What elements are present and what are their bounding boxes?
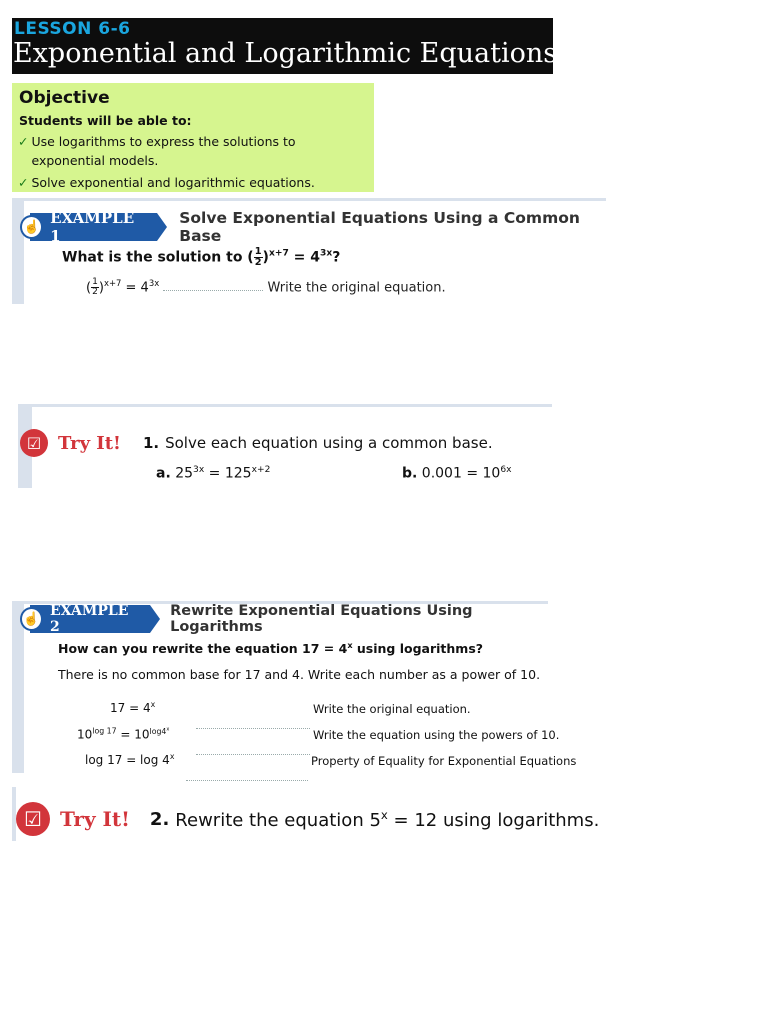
try-it-1-number: 1. [142, 434, 160, 452]
checkbox-icon: ☑ [16, 802, 50, 836]
try-it-1-part-b: b. $0.001 = 10^{6x}$ [402, 465, 512, 482]
example-1-badge: ☝ EXAMPLE 1 [30, 213, 157, 241]
lesson-title: Exponential and Logarithmic Equations [13, 38, 558, 69]
example-2-header [24, 601, 548, 637]
example-1-title: Solve Exponential Equations Using a Common Base [179, 209, 580, 245]
example-2-badge: ☝ EXAMPLE 2 [30, 605, 150, 633]
example-2 [12, 601, 577, 773]
objective-heading: Objective [19, 88, 110, 108]
example-2-question: How can you rewrite the equation $17 = 4^x$ using logarithms? [58, 640, 484, 657]
example-2-row-1-note: Write the original equation. [313, 702, 471, 716]
checkmark-icon: ✓ [18, 175, 29, 190]
try-it-1-prompt: Solve each equation using a common base. [165, 434, 493, 452]
checkbox-icon: ☑ [20, 429, 48, 457]
example-1-question: What is the solution to ( $\frac{1}{2}$ )$^{x+7} = 4^{3x}$? [62, 246, 341, 268]
example-2-intro: There is no common base for 17 and 4. Write each number as a power of 10. [58, 667, 541, 682]
objective-intro: Students will be able to: [19, 113, 192, 128]
example-2-row-1: $17 = 4^x$ [110, 700, 156, 715]
example-2-row-3-note: Property of Equality for Exponential Equations [311, 754, 577, 768]
objective-item: ✓ Use logarithms to express the solutions to exponential models. [18, 134, 296, 168]
try-it-2-number: 2. [149, 808, 170, 830]
lesson-number: LESSON 6-6 [14, 19, 131, 39]
example-1-header [24, 209, 606, 245]
try-it-2 [12, 787, 608, 841]
example-1-step: ( $\frac{1}{2}$ )$^{x+7} = 4^{3x}$ Write the original equation. [86, 277, 446, 298]
example-2-row-2-note: Write the equation using the powers of 10. [313, 728, 560, 742]
hand-pointer-icon: ☝ [20, 215, 43, 239]
try-it-2-prompt: Rewrite the equation $5^x = 12$ using logarithms. [175, 807, 600, 831]
example-1-step-note: Write the original equation. [267, 280, 446, 296]
example-2-row-2: $10^{log 17} = 10^{log4^x}$ [77, 726, 170, 742]
try-it-2-label: Try It! [60, 807, 130, 831]
example-2-row-3: log 17 = log 4$^x$ [85, 752, 175, 767]
example-1 [12, 198, 606, 304]
objective-box [12, 83, 374, 192]
try-it-1-part-a: a. $25^{3x} = 125^{x+2}$ [156, 465, 271, 482]
objective-item: ✓ Solve exponential and logarithmic equations. [18, 175, 315, 190]
hand-pointer-icon: ☝ [20, 607, 43, 631]
try-it-1 [18, 404, 552, 488]
lesson-header [12, 18, 558, 74]
example-2-title: Rewrite Exponential Equations Using Logarithms [170, 603, 473, 635]
try-it-1-label: Try It! [58, 432, 121, 454]
checkmark-icon: ✓ [18, 134, 29, 149]
